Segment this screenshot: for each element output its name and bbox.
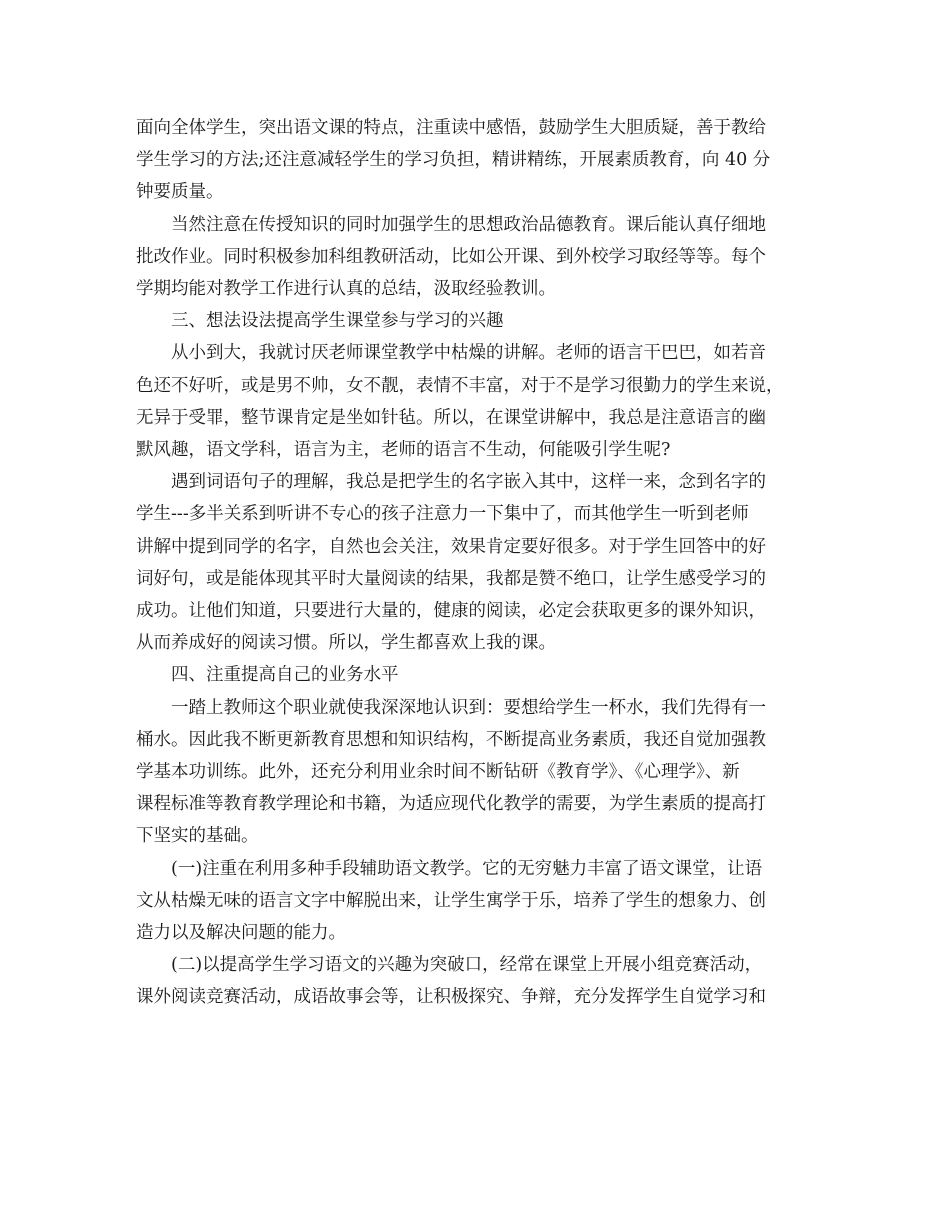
text-line: 词好句，或是能体现其平时大量阅读的结果，我都是赞不绝口，让学生感受学习的 bbox=[136, 568, 766, 589]
paragraph bbox=[136, 659, 816, 691]
text-line: 从小到大，我就讨厌老师课堂教学中枯燥的讲解。老师的语言干巴巴，如若音 bbox=[171, 343, 766, 364]
paragraph bbox=[136, 466, 816, 659]
paragraph bbox=[136, 305, 816, 337]
paragraph bbox=[136, 692, 816, 853]
text-line: 四、注重提高自己的业务水平 bbox=[171, 665, 399, 686]
text-line: 学生---多半关系到听讲不专心的孩子注意力一下集中了，而其他学生一听到老师 bbox=[136, 504, 749, 525]
text-line: 批改作业。同时积极参加科组教研活动，比如公开课、到外校学习取经等等。每个 bbox=[136, 246, 766, 267]
paragraph bbox=[136, 209, 816, 306]
text-line: (一)注重在利用多种手段辅助语文教学。它的无穷魅力丰富了语文课堂，让语 bbox=[171, 858, 763, 879]
paragraph bbox=[136, 853, 816, 950]
text-line: 文从枯燥无味的语言文字中解脱出来，让学生寓学于乐，培养了学生的想象力、创 bbox=[136, 890, 766, 911]
text-line: 遇到词语句子的理解，我总是把学生的名字嵌入其中，这样一来，念到名字的 bbox=[171, 472, 766, 493]
text-line: 面向全体学生，突出语文课的特点，注重读中感悟，鼓励学生大胆质疑，善于教给 bbox=[136, 118, 766, 138]
text-line: 当然注意在传授知识的同时加强学生的思想政治品德教育。课后能认真仔细地 bbox=[171, 214, 766, 235]
text-line: 成功。让他们知道，只要进行大量的，健康的阅读，必定会获取更多的课外知识， bbox=[136, 601, 766, 622]
text-line: 三、想法设法提高学生课堂参与学习的兴趣 bbox=[171, 311, 504, 332]
text-line: 学基本功训练。此外，还充分利用业余时间不断钻研《教育学》、《心理学》、新 bbox=[136, 762, 740, 783]
text-line: 桶水。因此我不断更新教育思想和知识结构，不断提高业务素质，我还自觉加强教 bbox=[136, 729, 766, 750]
text-line: 默风趣，语文学科，语言为主，老师的语言不生动，何能吸引学生呢? bbox=[136, 440, 671, 461]
text-line: 课外阅读竞赛活动，成语故事会等，让积极探究、争辩，充分发挥学生自觉学习和 bbox=[136, 987, 766, 1008]
text-line: 无异于受罪，整节课肯定是坐如针毡。所以，在课堂讲解中，我总是注意语言的幽 bbox=[136, 407, 766, 428]
text-line: 学期均能对教学工作进行认真的总结，汲取经验教训。 bbox=[136, 279, 556, 300]
text-line: 下坚实的基础。 bbox=[136, 826, 259, 847]
text-line: 造力以及解决问题的能力。 bbox=[136, 923, 346, 944]
text-line: 钟要质量。 bbox=[136, 182, 224, 203]
paragraph bbox=[136, 112, 816, 209]
text-line: 色还不好听，或是男不帅，女不靓，表情不丰富，对于不是学习很勤力的学生来说， bbox=[136, 375, 784, 396]
paragraph bbox=[136, 337, 816, 466]
paragraph bbox=[136, 949, 816, 1013]
text-line: (二)以提高学生学习语文的兴趣为突破口，经常在课堂上开展小组竞赛活动， bbox=[171, 955, 763, 976]
text-line: 课程标准等教育教学理论和书籍，为适应现代化教学的需要，为学生素质的提高打 bbox=[136, 794, 766, 815]
text-line: 一踏上教师这个职业就使我深深地认识到：要想给学生一杯水，我们先得有一 bbox=[171, 697, 766, 718]
text-line: 从而养成好的阅读习惯。所以，学生都喜欢上我的课。 bbox=[136, 633, 556, 654]
document-body bbox=[136, 112, 816, 1014]
text-line: 学生学习的方法;还注意减轻学生的学习负担，精讲精练，开展素质教育，向 40 分 bbox=[136, 150, 771, 171]
text-line: 讲解中提到同学的名字，自然也会关注，效果肯定要好很多。对于学生回答中的好 bbox=[136, 536, 766, 557]
